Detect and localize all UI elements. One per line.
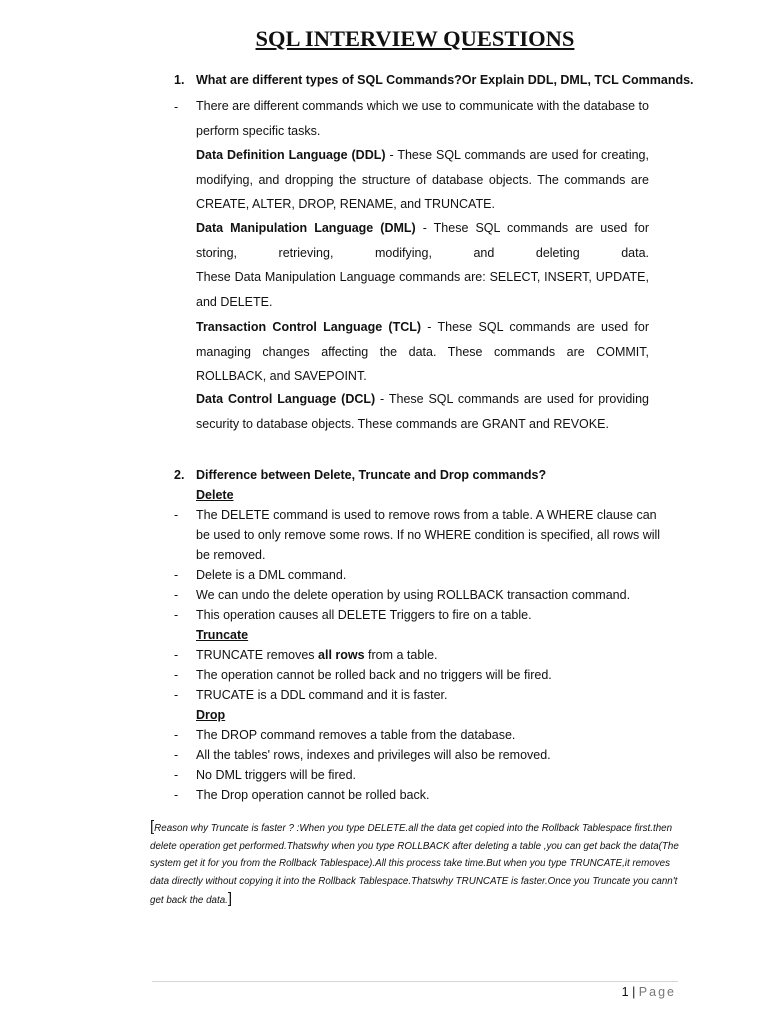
footer-separator: | <box>628 985 639 999</box>
page-number: 1 <box>621 985 629 999</box>
q1-dcl-paragraph <box>196 387 649 436</box>
note-close-bracket: ] <box>227 890 233 907</box>
ddl-text: - These SQL commands are used for creating, modifying, and dropping the structure of database objects. The commands are CREATE, ALTER, DROP, RENAME, and TRUNCATE. <box>196 148 649 211</box>
tcl-text: - These SQL commands are used for managing changes affecting the data. These commands are COMMIT, ROLLBACK, and SAVEPOINT. <box>196 320 649 383</box>
delete-item: We can undo the delete operation by using ROLLBACK transaction command. <box>196 588 631 602</box>
truncate-note <box>150 818 680 910</box>
bullet-dash: - <box>174 728 179 742</box>
bullet-dash: - <box>174 668 179 682</box>
question-1 <box>174 73 694 87</box>
bullet-dash: - <box>174 788 179 802</box>
dml-term: Data Manipulation Language (DML) <box>196 221 416 235</box>
truncate-heading: Truncate <box>196 628 249 642</box>
truncate-item-pre: TRUNCATE removes <box>196 648 319 662</box>
truncate-item: The operation cannot be rolled back and no triggers will be fired. <box>196 668 552 682</box>
delete-heading: Delete <box>196 488 234 502</box>
truncate-item-post: from a table. <box>364 648 438 662</box>
dml-text: - These SQL commands are used for storing, retrieving, modifying, and deleting data. <box>196 221 649 260</box>
bullet-dash: - <box>174 748 179 762</box>
drop-item: All the tables' rows, indexes and privileges will also be removed. <box>196 748 551 762</box>
drop-heading: Drop <box>196 708 226 722</box>
page-label: Page <box>638 985 676 999</box>
dcl-text: - These SQL commands are used for providing security to database objects. These commands are GRANT and REVOKE. <box>196 392 649 431</box>
drop-item: The DROP command removes a table from the database. <box>196 728 516 742</box>
bullet-dash: - <box>174 100 179 114</box>
bullet-dash: - <box>174 768 179 782</box>
bullet-dash: - <box>174 588 179 602</box>
bullet-dash: - <box>174 648 179 662</box>
truncate-item-bold: all rows <box>318 648 365 662</box>
drop-item: No DML triggers will be fired. <box>196 768 357 782</box>
delete-item: The DELETE command is used to remove rows from a table. A WHERE clause can be used to only remove some rows. If no WHERE condition is specified, all rows will be removed. <box>196 508 661 562</box>
drop-item: The Drop operation cannot be rolled back. <box>196 788 430 802</box>
q1-tcl-paragraph <box>196 315 649 389</box>
q1-intro: There are different commands which we use to communicate with the database to perform specific tasks. <box>196 99 649 138</box>
bullet-dash: - <box>174 568 179 582</box>
bullet-dash: - <box>174 508 179 522</box>
question-2-text: Difference between Delete, Truncate and Drop commands? <box>196 468 547 482</box>
question-1-text: What are different types of SQL Commands?Or Explain DDL, DML, TCL Commands. <box>196 73 694 87</box>
delete-item: This operation causes all DELETE Triggers to fire on a table. <box>196 608 532 622</box>
ddl-term: Data Definition Language (DDL) <box>196 148 386 162</box>
dcl-term: Data Control Language (DCL) <box>196 392 376 406</box>
note-text: Reason why Truncate is faster ? :When you type DELETE.all the data get copied into the Rollback Tablespace first.then delete operation get performed.Thatswhy when you type ROLLBACK after deleting a table ,you can get back the data(The system get it for you from the Rollback Tablespace).All this process take time.But when you type TRUNCATE,it removes data directly without copying it into the Rollback Tablespace.Thatswhy TRUNCATE is faster.Once you Truncate you cann't get back the data. <box>150 823 679 906</box>
delete-item: Delete is a DML command. <box>196 568 347 582</box>
footer-divider <box>152 981 678 982</box>
q1-ddl-paragraph <box>196 143 649 217</box>
question-1-number: 1. <box>174 73 185 87</box>
tcl-term: Transaction Control Language (TCL) <box>196 320 422 334</box>
q1-dml-paragraph <box>196 216 649 265</box>
question-2 <box>174 468 547 482</box>
document-title: SQL INTERVIEW QUESTIONS <box>255 26 575 51</box>
page-footer <box>622 985 676 999</box>
note-open-bracket: [ <box>150 818 155 835</box>
question-2-number: 2. <box>174 468 185 482</box>
truncate-item <box>196 645 666 665</box>
q1-dml-paragraph-2: These Data Manipulation Language commands are: SELECT, INSERT, UPDATE, and DELETE. <box>196 270 649 309</box>
truncate-item: TRUCATE is a DDL command and it is faster. <box>196 688 448 702</box>
bullet-dash: - <box>174 608 179 622</box>
bullet-dash: - <box>174 688 179 702</box>
